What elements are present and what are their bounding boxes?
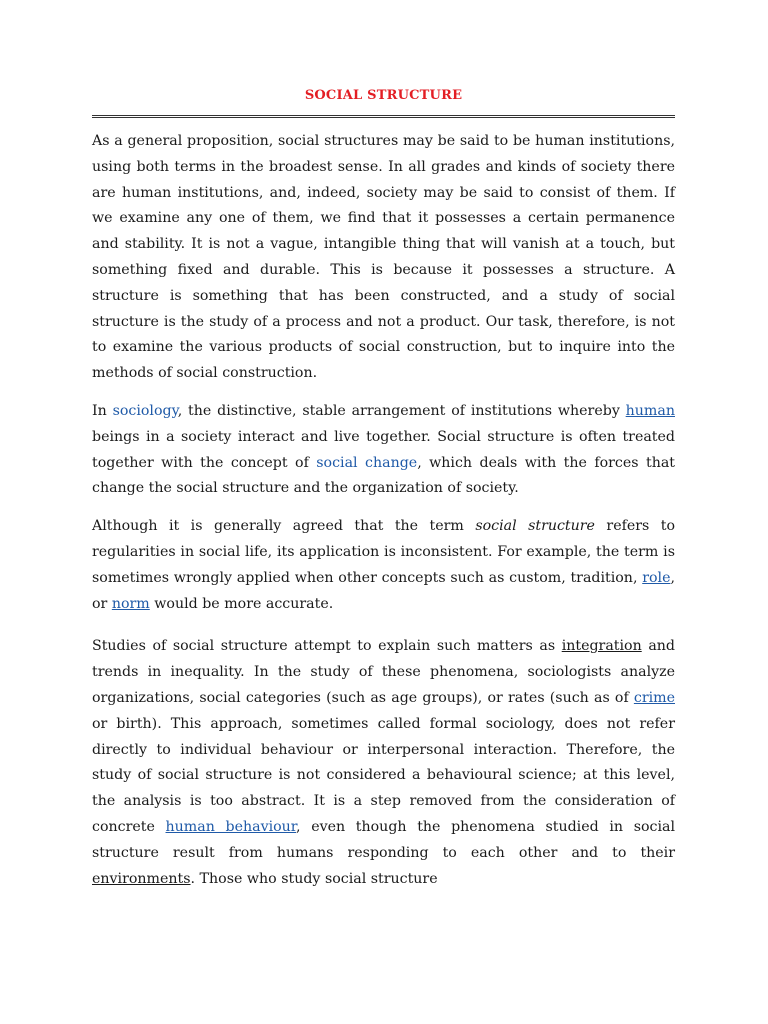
- paragraph-3-text-4: would be more accurate.: [149, 595, 334, 612]
- link-human[interactable]: human: [625, 402, 675, 419]
- paragraph-3-text-1: Although it is generally agreed that the term: [92, 518, 476, 535]
- title-divider: [92, 115, 675, 118]
- paragraph-3-text-2: refers to regularities in social life, its application is inconsistent. For example, the term is sometimes wrongly applied when other concepts such as custom, tradition,: [92, 518, 675, 586]
- link-role[interactable]: role: [642, 569, 671, 586]
- link-sociology[interactable]: sociology: [112, 402, 178, 419]
- document-page: [92, 86, 675, 892]
- paragraph-2-text-1: In: [92, 402, 113, 419]
- paragraph-2: [92, 399, 675, 502]
- paragraph-3: [92, 514, 675, 617]
- paragraph-2-text-3: beings in a society interact and live together. Social structure is often treated together with the concept of: [92, 428, 675, 471]
- link-integration[interactable]: integration: [561, 638, 642, 655]
- document-title: SOCIAL STRUCTURE: [304, 88, 463, 103]
- paragraph-4-text-1: Studies of social structure attempt to explain such matters as: [92, 638, 562, 655]
- paragraph-2-text-2: , the distinctive, stable arrangement of institutions whereby: [177, 402, 626, 419]
- paragraph-4: [92, 634, 675, 892]
- paragraph-4-text-2: and trends in inequality. In the study of these phenomena, sociologists analyze organizations, social categories (such as age groups), or rates (such as of: [92, 638, 675, 706]
- paragraph-2-text-4: , which deals with the forces that change the social structure and the organization of society.: [92, 454, 675, 497]
- link-environments[interactable]: environments: [92, 870, 191, 887]
- paragraph-4-text-4: , even though the phenomena studied in social structure result from humans responding to each other and to their: [92, 818, 675, 861]
- link-crime[interactable]: crime: [633, 689, 675, 706]
- paragraph-3-text-3: , or: [92, 569, 675, 612]
- paragraph-4-text-3: or birth). This approach, sometimes called formal sociology, does not refer directly to individual behaviour or interpersonal interaction. Therefore, the study of social structure is not considered a behavioural science; at this level, the analysis is too abstract. It is a step removed from the consideration of concrete: [92, 715, 675, 835]
- link-social-change[interactable]: social change: [316, 454, 418, 471]
- paragraph-1: As a general proposition, social structures may be said to be human institutions, using both terms in the broadest sense. In all grades and kinds of society there are human institutions, and, indeed, society may be said to consist of them. If we examine any one of them, we find that it possesses a certain permanence and stability. It is not a vague, intangible thing that will vanish at a touch, but something fixed and durable. This is because it possesses a structure. A structure is something that has been constructed, and a study of social structure is the study of a process and not a product. Our task, therefore, is not to examine the various products of social construction, but to inquire into the methods of social construction.: [92, 133, 675, 382]
- term-social-structure: social structure: [475, 518, 595, 535]
- paragraph-4-text-5: . Those who study social structure: [190, 870, 438, 887]
- link-norm[interactable]: norm: [111, 595, 150, 612]
- link-human-behaviour[interactable]: human behaviour: [165, 818, 297, 835]
